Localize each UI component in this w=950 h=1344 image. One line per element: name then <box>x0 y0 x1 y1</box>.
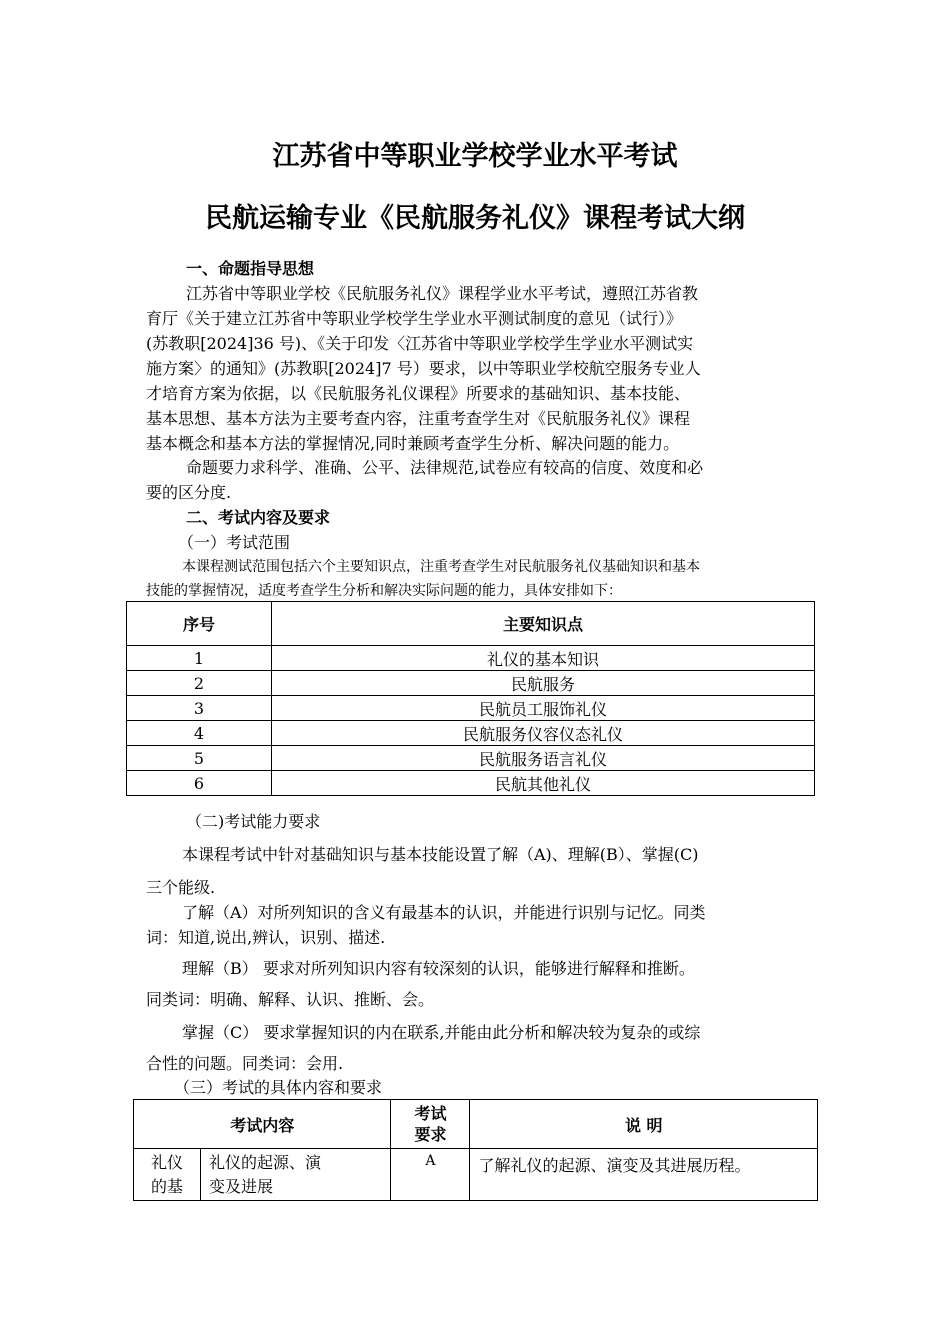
topic-cell: 民航服务 <box>272 671 815 696</box>
index-cell: 1 <box>127 646 272 671</box>
topic-cell: 礼仪的基本知识 <box>272 646 815 671</box>
item-cell <box>201 1149 391 1201</box>
index-cell: 6 <box>127 771 272 796</box>
para-line: 育厅《关于建立江苏省中等职业学校学生学业水平测试制度的意见（试行）》 <box>146 309 683 328</box>
description-cell: 了解礼仪的起源、演变及其进展历程。 <box>470 1149 818 1201</box>
intro-line: 技能的掌握情况，适度考查学生分析和解决实际问题的能力，具体安排如下： <box>146 583 622 599</box>
ability-line: 同类词：明确、解释、认识、推断、会。 <box>146 990 435 1009</box>
table-row <box>127 771 815 796</box>
para-line: 才培育方案为依据，以《民航服务礼仪课程》所要求的基础知识、基本技能、 <box>146 384 691 403</box>
para-line: 命题要力求科学、准确、公平、法律规范,试卷应有较高的信度、效度和必 <box>186 458 704 477</box>
table-row <box>127 746 815 771</box>
table-row <box>134 1149 818 1201</box>
subheading-scope: （一）考试范围 <box>178 533 291 552</box>
para-line: 江苏省中等职业学校《民航服务礼仪》课程学业水平考试，遵照江苏省教 <box>186 284 699 303</box>
header-topic: 主要知识点 <box>272 602 815 646</box>
table-row <box>127 721 815 746</box>
ability-line: 了解（A）对所列知识的含义有最基本的认识，并能进行识别与记忆。同类 <box>182 903 706 922</box>
section2-heading: 二、考试内容及要求 <box>186 508 331 527</box>
category-line: 礼仪 <box>150 1153 183 1172</box>
intro-line: 本课程测试范围包括六个主要知识点，注重考查学生对民航服务礼仪基础知识和基本 <box>182 559 700 575</box>
para-line: 要的区分度. <box>146 483 232 502</box>
header-index: 序号 <box>127 602 272 646</box>
table-row <box>127 671 815 696</box>
section1-heading: 一、命题指导思想 <box>186 259 315 278</box>
ability-line: 合性的问题。同类词：会用. <box>146 1054 344 1073</box>
para-line: 基本概念和基本方法的掌握情况,同时兼顾考查学生分析、解决问题的能力。 <box>146 434 680 453</box>
index-cell: 4 <box>127 721 272 746</box>
level-cell: A <box>391 1149 470 1201</box>
para-line: 基本思想、基本方法为主要考查内容，注重考查学生对《民航服务礼仪》课程 <box>146 409 691 428</box>
para-line: 施方案〉的通知》(苏教职[2024]7 号）要求，以中等职业学校航空服务专业人 <box>146 359 701 378</box>
subheading-details: （三）考试的具体内容和要求 <box>174 1078 383 1097</box>
item-line: 变及进展 <box>209 1177 274 1196</box>
topic-cell: 民航员工服饰礼仪 <box>272 696 815 721</box>
subheading-ability: （二)考试能力要求 <box>186 812 321 831</box>
index-cell: 5 <box>127 746 272 771</box>
ability-line: 词：知道,说出,辨认，识别、描述. <box>146 928 386 947</box>
ability-line: 三个能级. <box>146 878 216 897</box>
item-line: 礼仪的起源、演 <box>209 1153 322 1172</box>
table-row <box>127 646 815 671</box>
knowledge-table <box>126 601 815 796</box>
header-description: 说 明 <box>470 1100 818 1149</box>
ability-line: 本课程考试中针对基础知识与基本技能设置了解（A)、理解(B）、掌握(C) <box>182 845 699 864</box>
table-row <box>127 696 815 721</box>
title-line-2: 民航运输专业《民航服务礼仪》课程考试大纲 <box>205 203 745 234</box>
category-cell <box>134 1149 201 1201</box>
para-line: (苏教职[2024]36 号)、《关于印发〈江苏省中等职业学校学生学业水平测试实 <box>146 334 694 353</box>
header-content: 考试内容 <box>134 1100 391 1149</box>
title-line-1: 江苏省中等职业学校学业水平考试 <box>272 141 678 172</box>
index-cell: 2 <box>127 671 272 696</box>
topic-cell: 民航服务语言礼仪 <box>272 746 815 771</box>
index-cell: 3 <box>127 696 272 721</box>
content-table <box>133 1099 818 1201</box>
header-req-line: 要求 <box>414 1125 447 1144</box>
ability-line: 掌握（C） 要求掌握知识的内在联系,并能由此分析和解决较为复杂的或综 <box>182 1023 701 1042</box>
topic-cell: 民航服务仪容仪态礼仪 <box>272 721 815 746</box>
ability-line: 理解（B） 要求对所列知识内容有较深刻的认识，能够进行解释和推断。 <box>182 959 695 978</box>
topic-cell: 民航其他礼仪 <box>272 771 815 796</box>
header-req-line: 考试 <box>414 1104 447 1123</box>
category-line: 的基 <box>150 1177 183 1196</box>
header-requirement <box>391 1100 470 1149</box>
